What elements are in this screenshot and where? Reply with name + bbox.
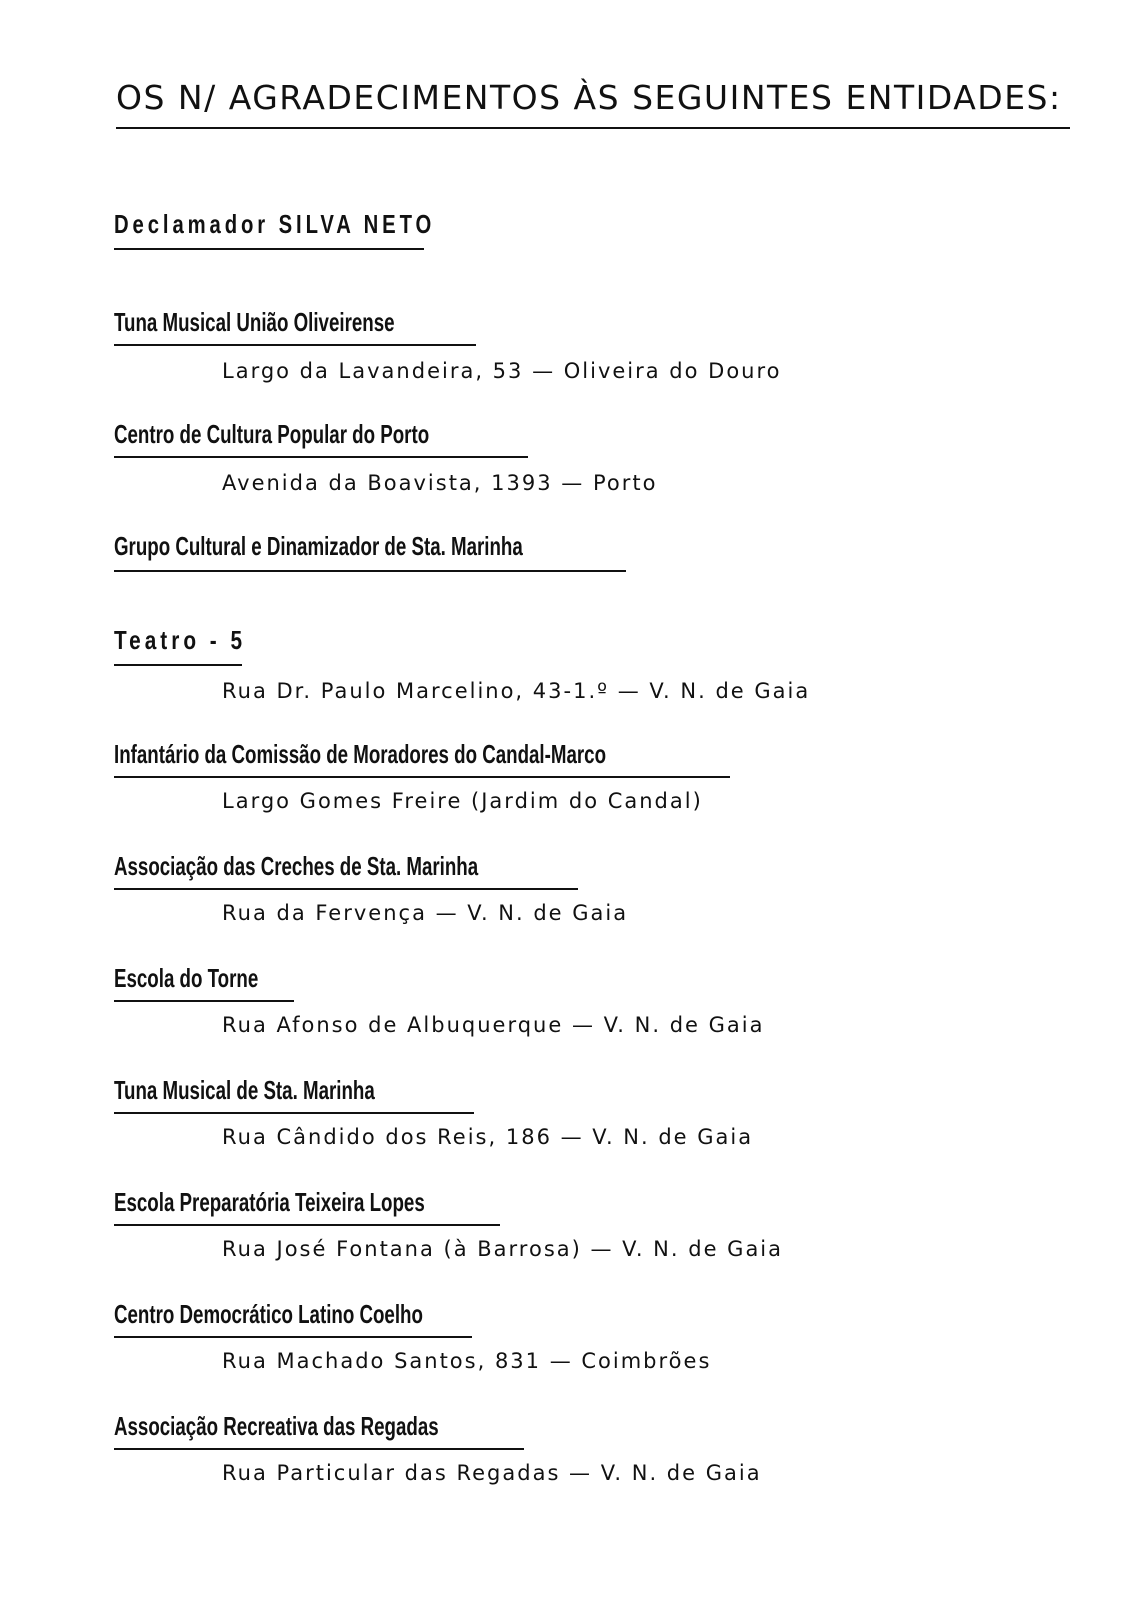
entity-entry — [114, 850, 629, 925]
entity-entry — [114, 624, 811, 703]
entity-address: Largo Gomes Freire (Jardim do Candal) — [222, 789, 703, 813]
entity-underline — [114, 1112, 474, 1114]
entity-name: Grupo Cultural e Dinamizador de Sta. Marinha — [114, 531, 523, 561]
page-title: OS N/ AGRADECIMENTOS ÀS SEGUINTES ENTIDADES: — [116, 78, 1062, 117]
entity-address: Rua Dr. Paulo Marcelino, 43-1.º — V. N. de Gaia — [222, 679, 811, 703]
entity-address: Rua Afonso de Albuquerque — V. N. de Gaia — [222, 1013, 765, 1037]
entity-address: Rua José Fontana (à Barrosa) — V. N. de Gaia — [222, 1237, 784, 1261]
entity-underline — [114, 570, 626, 572]
entity-name: Associação Recreativa das Regadas — [114, 1411, 439, 1441]
title-underline — [116, 127, 1070, 129]
entity-name: Associação das Creches de Sta. Marinha — [114, 851, 479, 881]
entity-underline — [114, 664, 242, 666]
entity-name: Escola Preparatória Teixeira Lopes — [114, 1187, 425, 1217]
entity-name: Tuna Musical de Sta. Marinha — [114, 1075, 375, 1105]
entity-address: Rua Cândido dos Reis, 186 — V. N. de Gaia — [222, 1125, 754, 1149]
entity-underline — [114, 344, 476, 346]
entity-entry — [114, 530, 682, 562]
entity-underline — [114, 776, 730, 778]
entity-entry — [114, 1186, 784, 1261]
entity-name: Centro Democrático Latino Coelho — [114, 1299, 423, 1329]
entity-name: Declamador SILVA NETO — [114, 209, 436, 239]
entity-entry — [114, 306, 782, 383]
entity-entry — [114, 1298, 712, 1373]
entity-entry — [114, 1074, 754, 1149]
entity-underline — [114, 1336, 472, 1338]
entity-address: Avenida da Boavista, 1393 — Porto — [222, 471, 658, 495]
entity-name: Teatro - 5 — [114, 625, 247, 655]
entity-entry — [114, 962, 765, 1037]
entity-entry — [114, 1410, 762, 1485]
entity-underline — [114, 248, 424, 250]
entity-address: Rua Machado Santos, 831 — Coimbrões — [222, 1349, 712, 1373]
entity-name: Escola do Torne — [114, 963, 259, 993]
entity-entry — [114, 738, 797, 813]
entity-name: Tuna Musical União Oliveirense — [114, 307, 395, 337]
entity-underline — [114, 1000, 294, 1002]
entity-address: Rua Particular das Regadas — V. N. de Gaia — [222, 1461, 762, 1485]
entity-name: Centro de Cultura Popular do Porto — [114, 419, 430, 449]
entity-underline — [114, 1224, 500, 1226]
entity-underline — [114, 888, 578, 890]
entity-name: Infantário da Comissão de Moradores do Candal-Marco — [114, 739, 607, 769]
entity-underline — [114, 456, 528, 458]
entity-underline — [114, 1448, 524, 1450]
entity-entry — [114, 418, 658, 495]
entity-address: Rua da Fervença — V. N. de Gaia — [222, 901, 629, 925]
entity-address: Largo da Lavandeira, 53 — Oliveira do Douro — [222, 359, 782, 383]
entity-entry — [114, 208, 526, 240]
